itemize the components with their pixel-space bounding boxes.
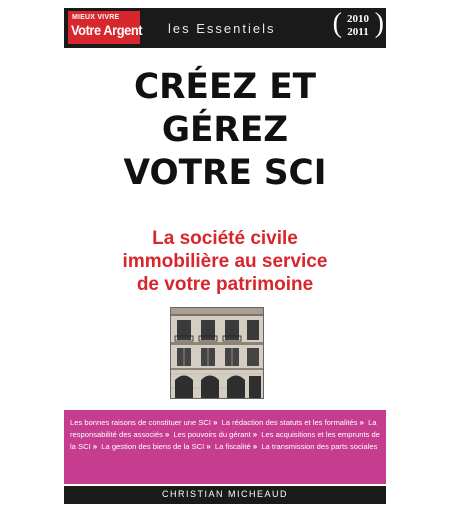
book-title — [64, 66, 386, 195]
subtitle-line-1: La société civile — [152, 228, 298, 249]
title-line-3: VOTRE SCI — [123, 153, 327, 193]
building-facade-image — [170, 307, 264, 399]
brand-name: Votre Argent — [71, 22, 143, 38]
author-banner — [64, 486, 386, 504]
topic-item: Les acquisitions et les emprunts de la SCI — [70, 430, 380, 451]
book-subtitle — [64, 227, 386, 296]
year-end: 2011 — [347, 26, 369, 38]
separator-icon: » — [252, 442, 258, 451]
separator-icon: » — [359, 418, 364, 427]
building-facade-illustration — [171, 308, 263, 398]
book-cover — [64, 8, 386, 504]
edition-years — [340, 13, 376, 39]
title-line-1: CRÉEZ ET — [133, 67, 317, 107]
topic-item: La fiscalité — [214, 442, 251, 451]
author-name: CHRISTIAN MICHEAUD — [161, 489, 288, 499]
topics-list — [70, 417, 382, 453]
topic-item: Les pouvoirs du gérant — [173, 430, 251, 439]
topics-panel — [64, 410, 386, 484]
topic-item: La gestion des biens de la SCI — [101, 442, 205, 451]
separator-icon: » — [92, 442, 98, 451]
brand-logo — [68, 11, 143, 44]
right-parenthesis-icon: ) — [374, 8, 384, 39]
subtitle-line-3: de votre patrimoine — [136, 274, 314, 295]
left-parenthesis-icon: ( — [332, 8, 342, 39]
separator-icon: » — [213, 418, 218, 427]
brand-top-line: MIEUX VIVRE — [72, 14, 120, 21]
topic-item: La transmission des parts sociales — [261, 442, 378, 451]
top-banner — [64, 8, 386, 48]
title-line-2: GÉREZ — [161, 110, 289, 150]
separator-icon: » — [252, 430, 258, 439]
topic-item: La rédaction des statuts et les formalités — [221, 418, 358, 427]
separator-icon: » — [206, 442, 211, 451]
topic-item: La responsabilité des associés — [70, 418, 377, 439]
year-start: 2010 — [347, 13, 369, 25]
subtitle-line-2: immobilière au service — [122, 251, 328, 272]
separator-icon: » — [164, 430, 170, 439]
collection-name: les Essentiels — [168, 21, 276, 36]
topic-item: Les bonnes raisons de constituer une SCI — [70, 418, 211, 427]
